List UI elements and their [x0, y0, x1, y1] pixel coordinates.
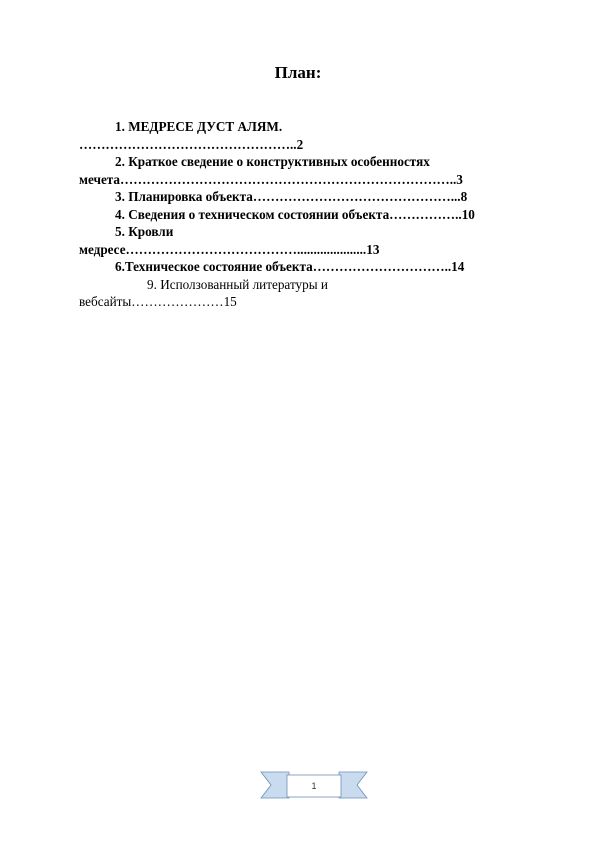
toc-entry-7 — [79, 276, 559, 294]
toc-entry-7-page: вебсайты…………………15 — [79, 294, 237, 309]
toc-entry-2-title: 2. Краткое сведение о конструктивных особенностях — [115, 154, 430, 169]
toc-entry-2-leader — [79, 171, 559, 189]
toc-entry-1 — [79, 118, 559, 136]
toc-entry-1-leader — [79, 136, 559, 154]
toc-entry-4-title: 4. Сведения о техническом состоянии объекта……………..10 — [115, 206, 475, 222]
page-title: План: — [274, 63, 322, 82]
toc-entry-7-leader — [79, 293, 559, 311]
toc-entry-1-title: 1. МЕДРЕСЕ ДУСТ АЛЯМ. — [115, 119, 283, 134]
toc-entry-6-title: 6.Техническое состояние объекта…………………………..14 — [115, 259, 465, 274]
toc-entry-3-title: 3. Планировка объекта………………………………………...8 — [115, 189, 468, 204]
toc-entry-5-leader — [79, 241, 559, 259]
toc-entry-1-page: …………………………………………..2 — [79, 136, 304, 152]
toc-entry-4 — [79, 206, 559, 224]
toc-entry-3 — [79, 188, 559, 206]
toc-entry-6 — [79, 258, 559, 276]
toc-entry-2-page: мечета…………………………………………………………………..3 — [79, 171, 463, 187]
toc-entry-7-title: 9. Исползованный литературы и — [147, 276, 328, 292]
toc-entry-2 — [79, 153, 559, 171]
page-number-ribbon — [259, 769, 369, 801]
toc-entry-5 — [79, 223, 559, 241]
table-of-contents — [79, 118, 559, 311]
toc-entry-5-title: 5. Кровли — [115, 224, 174, 239]
page-number: 1 — [311, 781, 317, 791]
toc-entry-5-page: медресе………………………………….....................13 — [79, 241, 380, 257]
